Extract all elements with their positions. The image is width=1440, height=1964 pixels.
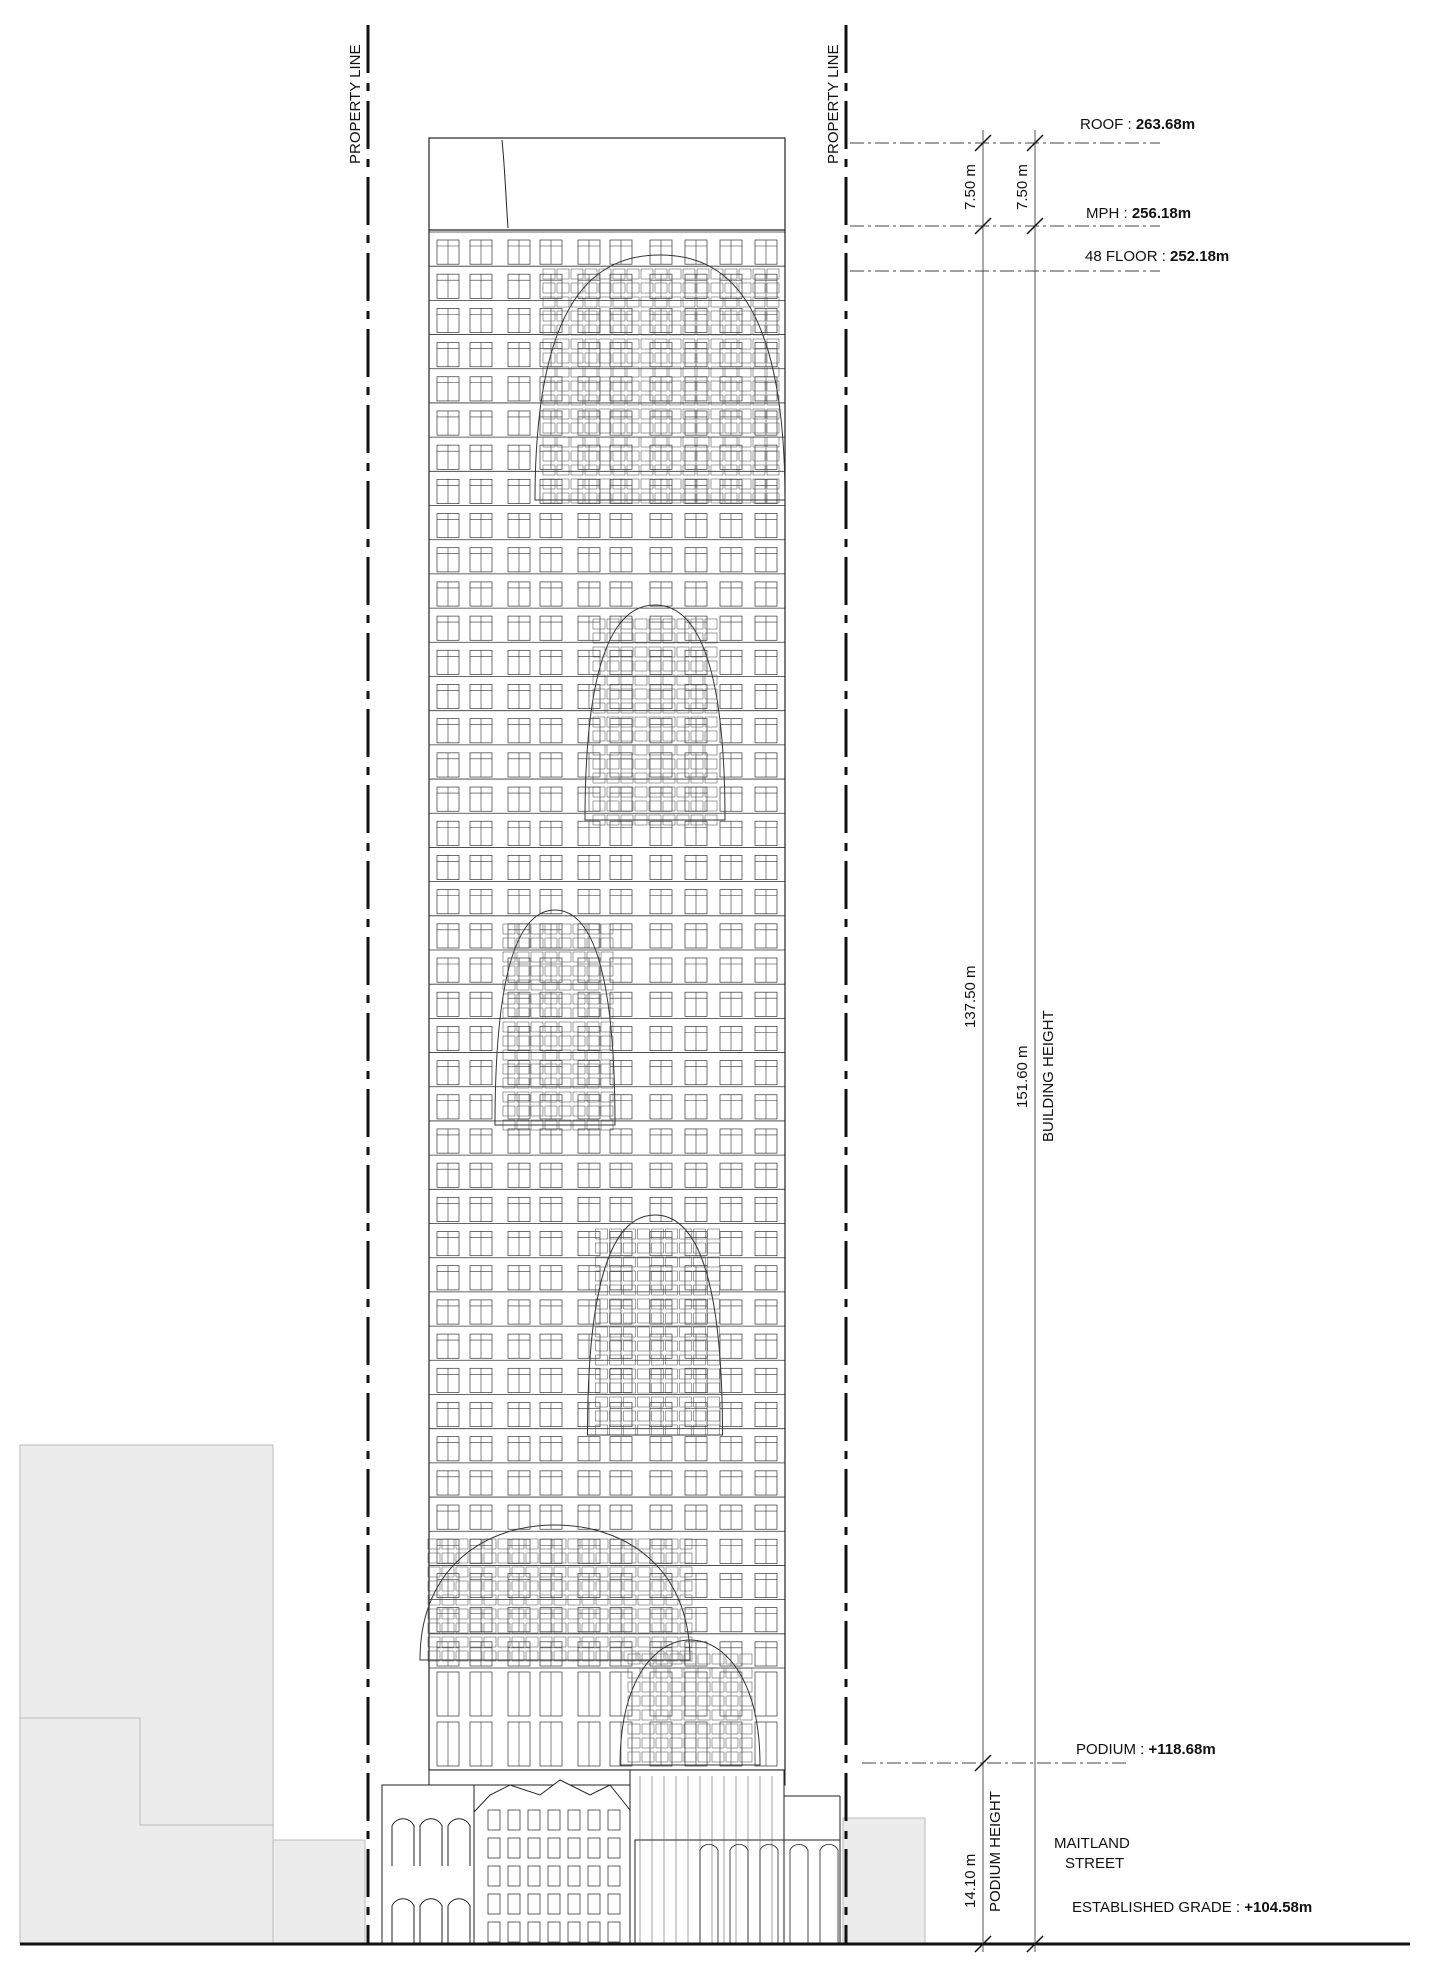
roof-level-label: ROOF : 263.68m	[1080, 116, 1196, 133]
neighbour-building-right	[843, 1818, 925, 1944]
grade-level-label: ESTABLISHED GRADE : +104.58m	[1072, 1899, 1313, 1916]
dimension-lines	[975, 130, 1043, 1952]
level-lines	[850, 143, 1160, 1763]
street-label-line1: MAITLAND	[1054, 1835, 1130, 1852]
property-line-label-right: PROPERTY LINE	[825, 44, 842, 164]
dim-podium: 14.10 m	[962, 1853, 979, 1908]
dim-top-a: 7.50 m	[962, 164, 979, 210]
dim-top-b: 7.50 m	[1014, 164, 1031, 210]
dim-building: 151.60 m	[1014, 1045, 1031, 1108]
street-label-line2: STREET	[1065, 1855, 1125, 1872]
mph-level-label: MPH : 256.18m	[1086, 205, 1192, 222]
tower	[420, 138, 785, 1770]
podium-level-label: PODIUM : +118.68m	[1076, 1741, 1216, 1758]
floor48-level-label: 48 FLOOR : 252.18m	[1085, 248, 1230, 265]
podium	[382, 1770, 840, 1944]
building-height-label: BUILDING HEIGHT	[1040, 1010, 1057, 1142]
property-line-label-left: PROPERTY LINE	[347, 44, 364, 164]
dim-tower: 137.50 m	[962, 965, 979, 1028]
podium-height-label: PODIUM HEIGHT	[987, 1791, 1004, 1912]
neighbour-buildings-left	[20, 1445, 365, 1944]
